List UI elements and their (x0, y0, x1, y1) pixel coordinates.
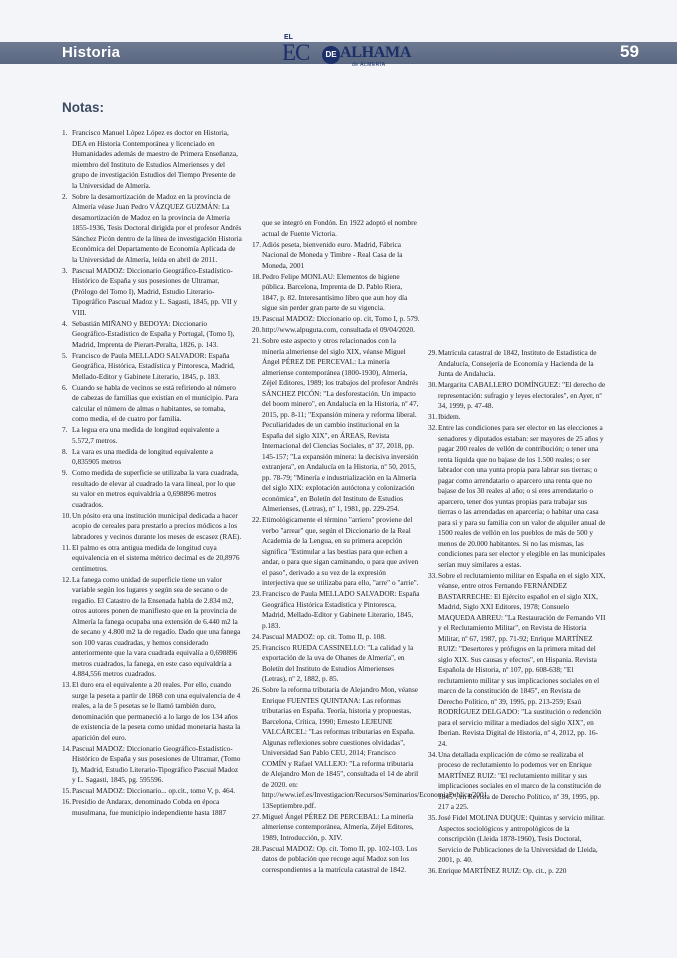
footnote-number: 26. (252, 685, 262, 694)
footnote-number: 10. (62, 510, 72, 520)
footnote-number: 8. (62, 446, 68, 456)
footnote-text: Francisco de Paula MELLADO SALVADOR: España Geográfica, Histórica, Estadística y Pintoresca, Madrid, Mellado-Editor y Gabinete Literario, 1845, p. 183. (72, 350, 235, 381)
footnote-text: Una detallada explicación de cómo se realizaba el proceso de reclutamiento lo podemos ver en Enrique MARTÍNEZ RUIZ: "El reclutamiento militar y sus implicaciones sociales en el marco de la constitución de 1845", en Revista de Derecho Político, nº 39, 1995, pp. 217 a 225. (438, 749, 602, 811)
footnote-number: 14. (62, 743, 72, 753)
footnote-text: Miguel Ángel PÉREZ DE PERCEBAL: La minería almeriense contemporánea, Almería, Zéjel Editores, 1989, Introducción, p. XIV. (262, 811, 414, 842)
footnote-number: 11. (62, 542, 71, 552)
footnote-number: 33. (428, 570, 438, 580)
footnote (62, 351, 242, 383)
footnote (62, 319, 242, 351)
magazine-logo (282, 32, 412, 72)
footnote-number: 15. (62, 786, 72, 795)
footnote (428, 866, 606, 877)
footnote (62, 511, 242, 543)
footnote-text: Entre las condiciones para ser elector en las elecciones a senadores y diputados estaban: ser mayores de 25 años y pagar 200 reales de vellón de contribución; o tener una renta líquida que no bajase de los 1.500 reales; o ser labrador con una yunta propia para labrar sus tierras; o pagar como arrendatario o aparcero una renta que no bajase de los 30 reales al año; o si eres arrendatario o aparcero, tener dos yuntas propias para trabajar sus tierras o las arrendadas en aparcería; o habitar una casa para sí y para su familia con un valor de alquiler anual de 1500 reales de vellón en los pueblos de más de 500 y menos de 20.000 habitantes. Si no las mismas, las condiciones para ser elector y elegible en las municipales serían muy similares a estas. (438, 423, 606, 569)
footnote-number: 17. (252, 239, 262, 249)
page-header (0, 0, 677, 74)
footnote (252, 643, 420, 685)
logo-el: EL (284, 34, 293, 41)
footnote (428, 750, 606, 813)
footnote (428, 412, 606, 423)
footnote-number: 25. (252, 642, 262, 652)
footnote-text: El duro era el equivalente a 20 reales. Por ello, cuando surge la peseta a partir de 1868 con una equivalencia de 4 reales, a la de 5 pesetas se le llamó también duro, denominación que permaneció a lo largo de los 134 años de existencia de la peseta como unidad monetaria hasta la aparición del euro. (72, 680, 241, 742)
footnote-text: Sobre el reclutamiento militar en España en el siglo XIX, véanse, entre otros Fernando FERNÁNDEZ BASTARRECHE: El Ejército español en el siglo XIX, Madrid, Siglo XXI Editores, 1978; Consuelo MAQUEDA ABREU: "La Restauración de Fernando VII y el Reclutamiento Militar", en Revista de Historia Militar, nº 67, 1987, pp. 71-92; Enrique MARTÍNEZ RUIZ: "Desertores y prófugos en la primera mitad del siglo XIX. Sus causas y efectos", en Hispania. Revista Española de Historia, nº 107, pp. 608-638; "El reclutamiento militar y sus implicaciones sociales en el marco de la constitución de 1845", en Revista de Derecho Político, nº 39, 1995, pp. 213-259; Esaú RODRÍGUEZ DELGADO: "La sustitución o redención para el servicio militar a mediados del siglo XIX", en Iberian. Revista Digital de Historia, nº 4, 2012, pp. 16-24. (438, 570, 606, 748)
logo-eco: EC (282, 40, 310, 65)
footnote (252, 844, 420, 876)
footnote (428, 380, 606, 412)
footnote-number: 21. (252, 336, 262, 345)
footnote-number: 31. (428, 412, 438, 421)
notes-column-1 (62, 128, 242, 819)
footnote-text: Matrícula catastral de 1842, Instituto de Estadística de Andalucía, Consejería de Economía y Hacienda de la Junta de Andalucía. (438, 348, 597, 378)
footnote-text: José Fidel MOLINA DUQUE: Quintas y servicio militar. Aspectos sociológicos y antropológicos de la conscripción (Lleida 1878-1960), Tesis Doctoral, Servicio de Publicaciones de la Universidad de Lleida, 2001, p. 40. (438, 813, 606, 864)
footnote (62, 128, 242, 191)
footnote-text: Ibidem. (438, 412, 461, 421)
footnote-number: 30. (428, 380, 438, 389)
footnote (428, 813, 606, 866)
footnote-text: Francisco Manuel López López es doctor en Historia, DEA en Historia Contemporánea y licenciado en Humanidades además de maestro de Primera Enseñanza, miembro del Instituto de Estudios Almerienses y del grupo de investigación Estudios del Tiempo Presente de la Universidad de Almería. (72, 128, 238, 190)
footnote-number: 34. (428, 749, 438, 759)
footnote-text: que se integró en Fondón. En 1922 adoptó el nombre actual de Fuente Victoria. (262, 218, 417, 238)
footnote-number: 18. (252, 271, 262, 281)
footnote-number: 20. (252, 325, 262, 334)
footnote-number: 1. (62, 128, 68, 137)
footnote-text: Pascual MADOZ: Diccionario... op.cit., tomo V, p. 464. (72, 786, 236, 795)
footnote-number: 35. (428, 813, 438, 822)
footnote-number: 29. (428, 348, 438, 357)
notes-heading: Notas: (62, 100, 105, 115)
footnote-number: 7. (62, 425, 68, 434)
footnote-text: El palmo es otra antigua medida de longitud cuya equivalencia en el sistema métrico decimal es de 20,8976 centímetros. (72, 542, 240, 573)
footnote (62, 425, 242, 446)
footnote (252, 325, 420, 336)
footnote-text: Adiós peseta, bienvenido euro. Madrid, Fábrica Nacional de Moneda y Timbre - Real Casa de la Moneda, 2001 (262, 239, 403, 270)
footnote (62, 543, 242, 575)
footnote (252, 812, 420, 844)
footnote-number: 23. (252, 589, 262, 598)
footnote-text: Sebastián MIÑANO y BEDOYA: Diccionario Geográfico-Estadístico de España y Portugal, (Tomo I), Madrid, Imprenta de Pierart-Peralta, 1826, p. 143. (72, 318, 235, 349)
footnote (252, 272, 420, 314)
footnote (252, 515, 420, 589)
footnote (252, 314, 420, 325)
footnote-text: Cuando se habla de vecinos se está refiriendo al número de cabezas de familias que existían en el municipio. Para calcular el número de almas o habitantes, se tomaba, como media, el de cuatro por familia. (72, 382, 239, 423)
notes-column-3 (428, 348, 606, 877)
footnote-text: Sobre la reforma tributaria de Alejandro Mon, véanse Enrique FUENTES QUINTANA: Las reformas tributarias en España. Teoría, historia y propuestas, Barcelona, Crítica, 1990; Ernesto LEJEUNE VALCÁRCEL: "Las reformas tributarias en España. Algunas reflexiones sobre cuestiones olvidadas", Universidad San Pablo CEU, 2014; Francisco COMÍN y Rafael VALLEJO: "La reforma tributaria de Alejandro Mon de 1845", consultada el 14 de abril de 2020. en: http://www.ief.es/Investigacion/Recursos/Seminarios/EconomiaPublica/2001 13Septiembre.pdf. (262, 685, 488, 810)
footnote-number: 36. (428, 866, 438, 875)
footnote (62, 383, 242, 425)
footnote-number: 4. (62, 318, 68, 328)
logo-alhama: ALHAMA (340, 44, 412, 61)
footnote (62, 266, 242, 319)
footnote-text: La legua era una medida de longitud equivalente a 5.572,7 metros. (72, 425, 220, 445)
footnote (428, 348, 606, 380)
footnote (62, 680, 242, 743)
footnote-number: 24. (252, 631, 262, 641)
footnote-text: Como medida de superficie se utilizaba la vara cuadrada, resultado de elevar al cuadrado la vara lineal, por lo que su valor en metros equivaldría a 0,698896 metros cuadrados. (72, 468, 239, 509)
footnote-number: 13. (62, 680, 72, 689)
footnote-number: 28. (252, 843, 262, 853)
section-title: Historia (62, 44, 121, 61)
footnote (252, 632, 420, 643)
footnote-text: http://www.alpuguta.com, consultada el 09/04/2020. (262, 325, 415, 334)
footnote-number: 9. (62, 468, 68, 477)
logo-subtitle: de ALMERÍA (352, 62, 386, 68)
footnote (62, 447, 242, 468)
logo-de: DE (322, 46, 340, 64)
footnote-number: 3. (62, 265, 68, 275)
footnote-number: 22. (252, 515, 262, 524)
footnote-text: La fanega como unidad de superficie tiene un valor variable según los lugares y según sea de secano o de regadío. El Catastro de la Ensenada habla de 2.834 m2, otros autores ponen de manifiesto que en la provincia de Almería la fanega ocupaba una extensión de 6.440 m2 la de secano y 4.800 m2 la de regadío. Dado que una fanega son 100 varas cuadradas, y hemos considerado anteriormente que la vara cuadrada equivalía a 0,698896 metros cuadrados, la fanega, en este caso equivaldría a 4.884,556 metros cuadrados. (72, 574, 241, 678)
footnote-number: 32. (428, 423, 438, 432)
footnote-number: 5. (62, 350, 68, 360)
footnote (428, 571, 606, 750)
footnote-text: Pascual MADOZ: Diccionario op. cit, Tomo I, p. 579. (262, 314, 420, 323)
footnote (62, 575, 242, 680)
footnote-number: 6. (62, 382, 68, 392)
footnote (62, 192, 242, 266)
footnote-text: Un pósito era una institución municipal dedicada a hacer acopio de cereales para prestarlo a precios módicos a los labradores y vecinos durante los meses de escasez (RAE). (72, 510, 242, 541)
footnote-text: Pascual MADOZ: Diccionario Geográfico-Estadístico-Histórico de España y sus posesiones de Ultramar, (Tomo I), Madrid, Estudio Literario-Tipográfico Pascual Madoz y L. Sagasti, 1845, pg. 595596. (72, 743, 241, 784)
footnote (62, 744, 242, 786)
footnote-text: Etimológicamente el término "arriero" proviene del verbo "arrear" que, según el Diccionario de la Real Academia de la Lengua, en su primera acepción significa "Estimular a las bestias para que echen a andar, o para que sigan caminando, o para que aviven el paso", derivado a su vez de la expresión interjectiva que se utilizaba para ello, "arre" o "arrie". (262, 515, 419, 587)
footnote-number: 19. (252, 314, 262, 323)
footnote-text: Sobre este aspecto y otros relacionados con la minería almeriense del siglo XIX, véanse Miguel Ángel PÉREZ DE PERCEVAL: La minería almeriense contemporánea (1800-1930), Almería, Zéjel Editores, 1989; los trabajos del profesor Andrés SÁNCHEZ PICÓN: "La desforestación. Un impacto del boom minero", en Andalucía en la Historia, nº 47, 2015, pp. 8-11; "Expansión minera y reforma liberal. Peculiaridades de un cambio institucional en la España del siglo XIX", en ÁREAS, Revista Internacional del Ciencias Sociales, nº 37, 2018, pp. 145-157; "La expansión minera: la decisiva inversión extranjera", en Andalucía en la Historia, nº 50, 2015, pp. 78-79; "Minería e industrialización en la Almería del siglo XIX: explotación autóctona y colonización económica", en Boletín del Instituto de Estudios Almerienses, (Letras), nº 1, 1981, pp. 229-254. (262, 336, 419, 513)
footnote-text: Pedro Felipe MONLAU: Elementos de higiene pública. Barcelona, Imprenta de D. Pablo Riera, 1847, p. 82. Interesantísimo libro que aun hoy día sigue sin perder gran parte de su vigencia. (262, 271, 408, 312)
footnote-text: Enrique MARTÍNEZ RUIZ: Op. cit., p. 220 (438, 866, 567, 875)
footnote-text: Pascual MADOZ: Diccionario Geográfico-Estadístico-Histórico de España y sus posesiones de Ultramar, (Prólogo del Tomo I), Madrid, Estudio Literario-Tipográfico Pascual Madoz y L. Sagasti, 1845, pp. VII y VIII. (72, 265, 238, 317)
footnote (62, 786, 242, 797)
footnote-text: Sobre la desamortización de Madoz en la provincia de Almería véase Juan Pedro VÁZQUEZ GUZMÁN: La desamortización de Madoz en la provincia de Almería 1855-1936, Tesis Doctoral dirigida por el profesor Andrés Sánchez Picón dentro de la línea de investigación Historia Económica del Departamento de Economía Aplicada de la Universidad de Almería, leída en abril de 2011. (72, 191, 242, 264)
footnote-text: Francisco de Paula MELLADO SALVADOR: España Geográfica Histórica Estadística y Pintoresca, Madrid, Mellado-Editor y Gabinete Literario, 1845, p.183. (262, 589, 420, 630)
footnote-number: 16. (62, 797, 72, 806)
footnote-number: 27. (252, 811, 262, 821)
footnote (252, 336, 420, 515)
footnote-text: Francisco RUEDA CASSINELLO: "La calidad y la exportación de la uva de Ohanes de Almería", en Boletín del Instituto de Estudios Almerienses (Letras), nº 2, 1882, p. 85. (262, 642, 414, 683)
footnote (62, 468, 242, 510)
page-number: 59 (620, 42, 639, 61)
footnote (62, 797, 242, 818)
footnote (252, 240, 420, 272)
footnote-text: La vara es una medida de longitud equivalente a 0,835905 metros (72, 446, 214, 466)
footnote (428, 423, 606, 570)
footnote-number: 2. (62, 191, 68, 201)
footnote-text: Pascual MADOZ: op. cit. Tomo II, p. 108. (262, 631, 386, 641)
footnote (252, 589, 420, 631)
footnote (252, 218, 420, 239)
footnote-text: Presidio de Andarax, denominado Cobda en época musulmana, fue municipio independiente hasta 1887 (72, 797, 227, 817)
footnote-text: Pascual MADOZ: Op. cit. Tomo II, pp. 102-103. Los datos de población que recoge aquí Madoz son los correspondientes a la matrícula catastral de 1842. (262, 843, 418, 874)
footnote-text: Margarita CABALLERO DOMÍNGUEZ: "El derecho de representación: sufragio y leyes electorales", en Ayer, nº 34, 1999, p. 47-48. (438, 380, 606, 410)
footnote-number: 12. (62, 574, 72, 584)
